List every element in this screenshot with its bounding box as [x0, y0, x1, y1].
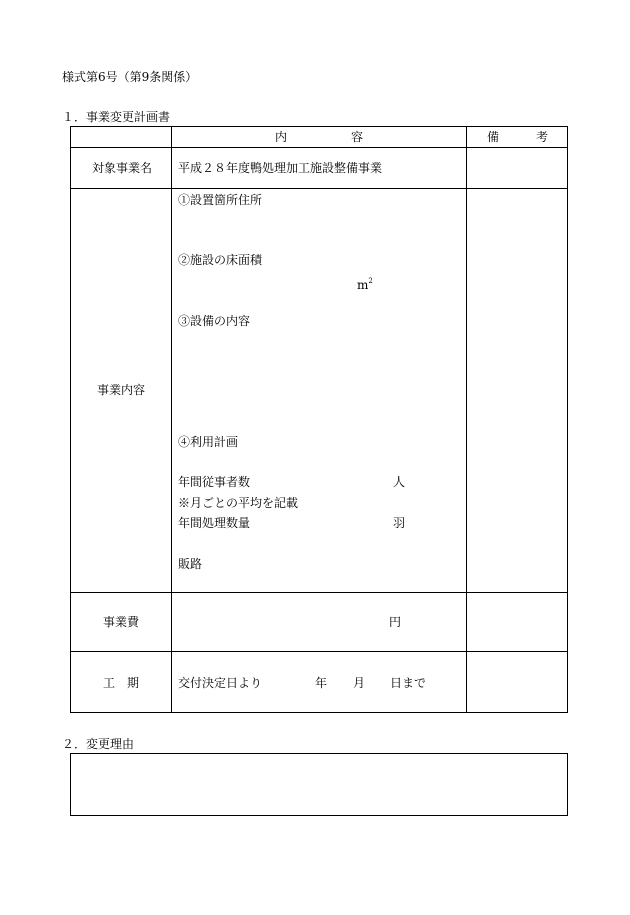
cost-unit: 円 [389, 615, 402, 629]
form-number: 様式第6号（第9条関係） [62, 70, 198, 84]
period-month: 月 [353, 676, 366, 690]
table-row-divider-cost [70, 651, 568, 652]
plan-table [70, 126, 568, 713]
processing-unit: 羽 [393, 516, 406, 530]
project-name-label: 対象事業名 [92, 161, 153, 175]
header-content-char-2: 容 [351, 130, 364, 144]
period-until: 日まで [390, 676, 427, 690]
equipment-label: ③設備の内容 [178, 314, 251, 328]
cost-label: 事業費 [103, 615, 140, 629]
table-row-divider-name [70, 188, 568, 189]
location-label: ①設置箇所住所 [178, 193, 263, 207]
period-from-text: 交付決定日より [178, 676, 263, 690]
header-content-char-1: 内 [275, 130, 288, 144]
table-col-divider-2 [466, 126, 467, 713]
employees-label: 年間従事者数 [178, 475, 251, 489]
content-label: 事業内容 [97, 383, 146, 397]
header-remarks-char-1: 備 [487, 130, 500, 144]
project-name-value: 平成２８年度鴨処理加工施設整備事業 [178, 161, 383, 175]
monthly-note: ※月ごとの平均を記載 [178, 496, 299, 510]
period-label: 工 期 [103, 676, 140, 690]
processing-volume-label: 年間処理数量 [178, 516, 251, 530]
floor-area-unit: $m^2$ [357, 277, 373, 292]
table-row-divider-content [70, 592, 568, 593]
change-reason-field[interactable] [70, 753, 568, 816]
section1-title: １．事業変更計画書 [62, 110, 171, 124]
table-row-divider-header [70, 147, 568, 148]
header-remarks-char-2: 考 [536, 130, 549, 144]
period-year: 年 [315, 676, 328, 690]
section2-title: ２．変更理由 [62, 737, 135, 751]
table-col-divider-1 [171, 126, 172, 713]
employees-unit: 人 [393, 475, 406, 489]
usage-plan-label: ④利用計画 [178, 435, 239, 449]
floor-area-label: ②施設の床面積 [178, 253, 263, 267]
sales-route-label: 販路 [178, 557, 203, 571]
